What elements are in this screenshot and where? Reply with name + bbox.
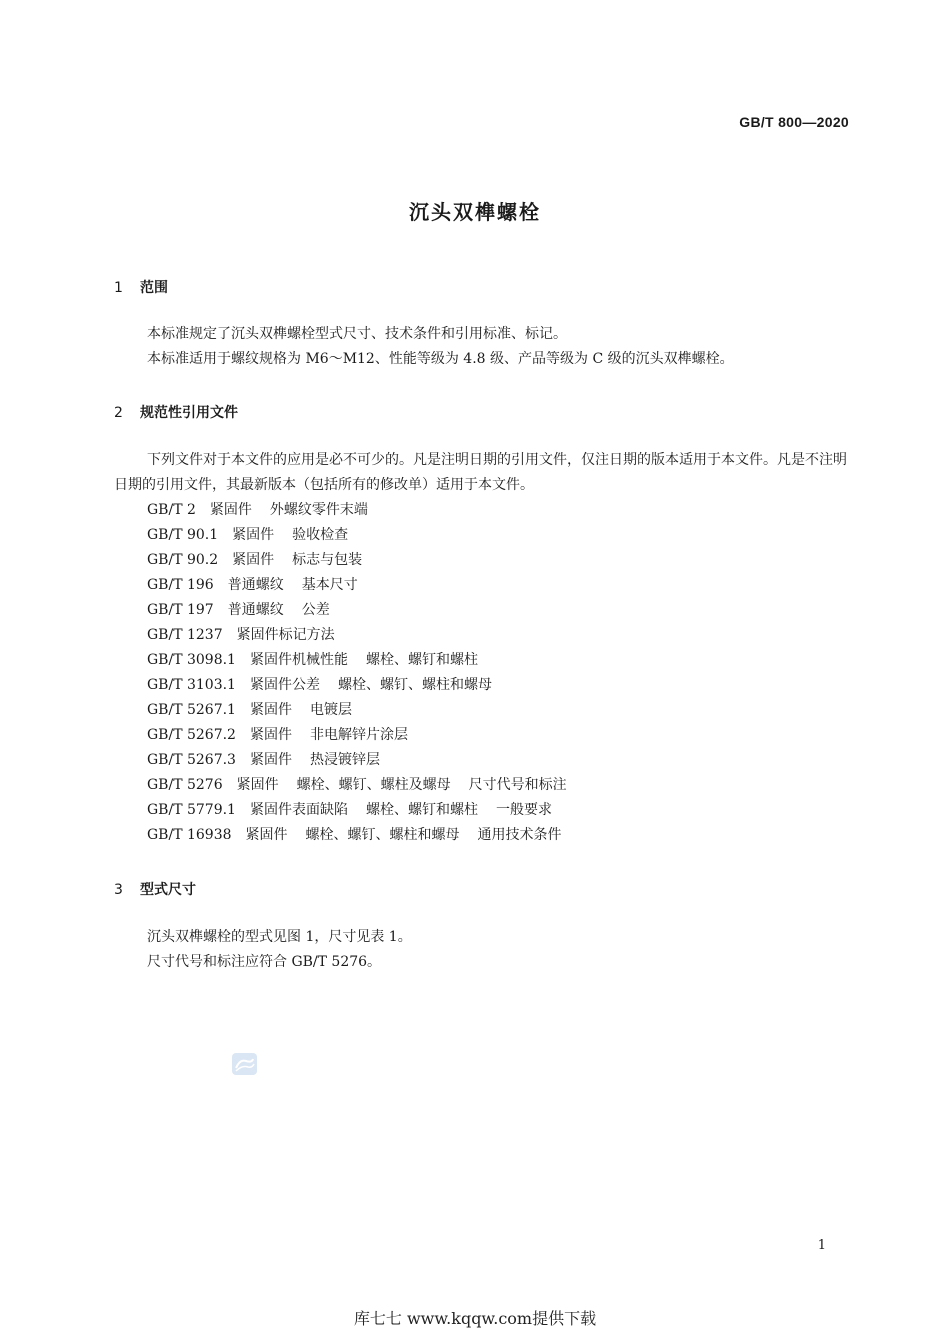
reference-subtitle: 电镀层 [309, 702, 352, 718]
reference-code: GB/T 197 [147, 602, 214, 618]
paragraph: 尺寸代号和标注应符合 GB/T 5276。 [147, 954, 382, 970]
standard-number: GB/T 800—2020 [739, 114, 849, 130]
reference-code: GB/T 1237 [147, 627, 223, 643]
reference-subtitle: 一般要求 [495, 802, 552, 818]
reference-subtitle: 基本尺寸 [301, 577, 358, 593]
reference-code: GB/T 3098.1 [147, 652, 236, 668]
reference-subtitle: 通用技术条件 [477, 827, 562, 843]
section-title: 范围 [140, 280, 168, 296]
reference-code: GB/T 3103.1 [147, 677, 236, 693]
reference-title: 紧固件 [232, 527, 275, 543]
reference-item [147, 698, 567, 723]
section-title: 规范性引用文件 [140, 405, 238, 421]
reference-title: 紧固件 [236, 777, 279, 793]
section-number: 1 [114, 280, 123, 296]
reference-subtitle: 尺寸代号和标注 [468, 777, 567, 793]
reference-title: 紧固件 [249, 702, 292, 718]
section-2-body [114, 448, 851, 498]
page-number: 1 [817, 1238, 826, 1253]
paragraph: 下列文件对于本文件的应用是必不可少的。凡是注明日期的引用文件，仅注日期的版本适用于本文件。凡是不注明日期的引用文件，其最新版本（包括所有的修改单）适用于本文件。 [114, 452, 847, 493]
reference-item [147, 673, 567, 698]
reference-item [147, 648, 567, 673]
reference-item [147, 548, 567, 573]
reference-subtitle: 验收检查 [292, 527, 349, 543]
reference-title: 紧固件 [245, 827, 288, 843]
section-number: 2 [114, 405, 123, 421]
reference-code: GB/T 2 [147, 502, 196, 518]
reference-subtitle: 公差 [301, 602, 330, 618]
reference-title: 紧固件 [249, 752, 292, 768]
reference-title: 紧固件 [249, 727, 292, 743]
reference-item [147, 798, 567, 823]
reference-item [147, 573, 567, 598]
reference-code: GB/T 16938 [147, 827, 232, 843]
section-3-body [114, 925, 851, 975]
reference-code: GB/T 90.1 [147, 527, 219, 543]
section-2-heading [114, 402, 238, 422]
reference-title: 紧固件标记方法 [236, 627, 335, 643]
reference-item [147, 598, 567, 623]
watermark-logo-icon [232, 1053, 257, 1075]
section-3-heading [114, 879, 196, 899]
section-number: 3 [114, 882, 123, 898]
paragraph: 沉头双榫螺栓的型式见图 1，尺寸见表 1。 [147, 929, 412, 945]
reference-code: GB/T 5267.3 [147, 752, 236, 768]
reference-subtitle: 螺栓、螺钉、螺柱和螺母 [305, 827, 460, 843]
reference-item [147, 823, 567, 848]
reference-title: 紧固件 [232, 552, 275, 568]
reference-title: 普通螺纹 [227, 602, 284, 618]
reference-subtitle: 外螺纹零件末端 [269, 502, 368, 518]
section-1-heading [114, 277, 168, 297]
reference-code: GB/T 5276 [147, 777, 223, 793]
reference-subtitle: 标志与包装 [292, 552, 363, 568]
reference-subtitle: 螺栓、螺钉、螺柱和螺母 [337, 677, 492, 693]
reference-code: GB/T 196 [147, 577, 214, 593]
reference-subtitle: 螺栓、螺钉、螺柱及螺母 [296, 777, 451, 793]
reference-item [147, 523, 567, 548]
reference-item [147, 498, 567, 523]
reference-subtitle: 非电解锌片涂层 [309, 727, 408, 743]
section-title: 型式尺寸 [140, 882, 196, 898]
reference-item [147, 723, 567, 748]
reference-item [147, 623, 567, 648]
reference-subtitle: 热浸镀锌层 [309, 752, 380, 768]
reference-list [147, 498, 567, 848]
reference-subtitle: 螺栓、螺钉和螺柱 [365, 802, 478, 818]
reference-title: 紧固件表面缺陷 [249, 802, 348, 818]
reference-title: 紧固件公差 [249, 677, 320, 693]
section-1-body [114, 322, 851, 372]
reference-code: GB/T 5267.1 [147, 702, 236, 718]
reference-title: 紧固件 [209, 502, 252, 518]
paragraph: 本标准规定了沉头双榫螺栓型式尺寸、技术条件和引用标准、标记。 [147, 326, 567, 342]
reference-title: 普通螺纹 [227, 577, 284, 593]
reference-code: GB/T 5267.2 [147, 727, 236, 743]
reference-item [147, 773, 567, 798]
paragraph: 本标准适用于螺纹规格为 M6～M12、性能等级为 4.8 级、产品等级为 C 级的沉头双榫螺栓。 [147, 351, 734, 367]
reference-code: GB/T 90.2 [147, 552, 219, 568]
reference-item [147, 748, 567, 773]
download-footer: 库七七 www.kqqw.com提供下载 [353, 1309, 597, 1328]
document-title: 沉头双榫螺栓 [409, 200, 541, 224]
reference-subtitle: 螺栓、螺钉和螺柱 [365, 652, 478, 668]
reference-code: GB/T 5779.1 [147, 802, 236, 818]
reference-title: 紧固件机械性能 [249, 652, 348, 668]
